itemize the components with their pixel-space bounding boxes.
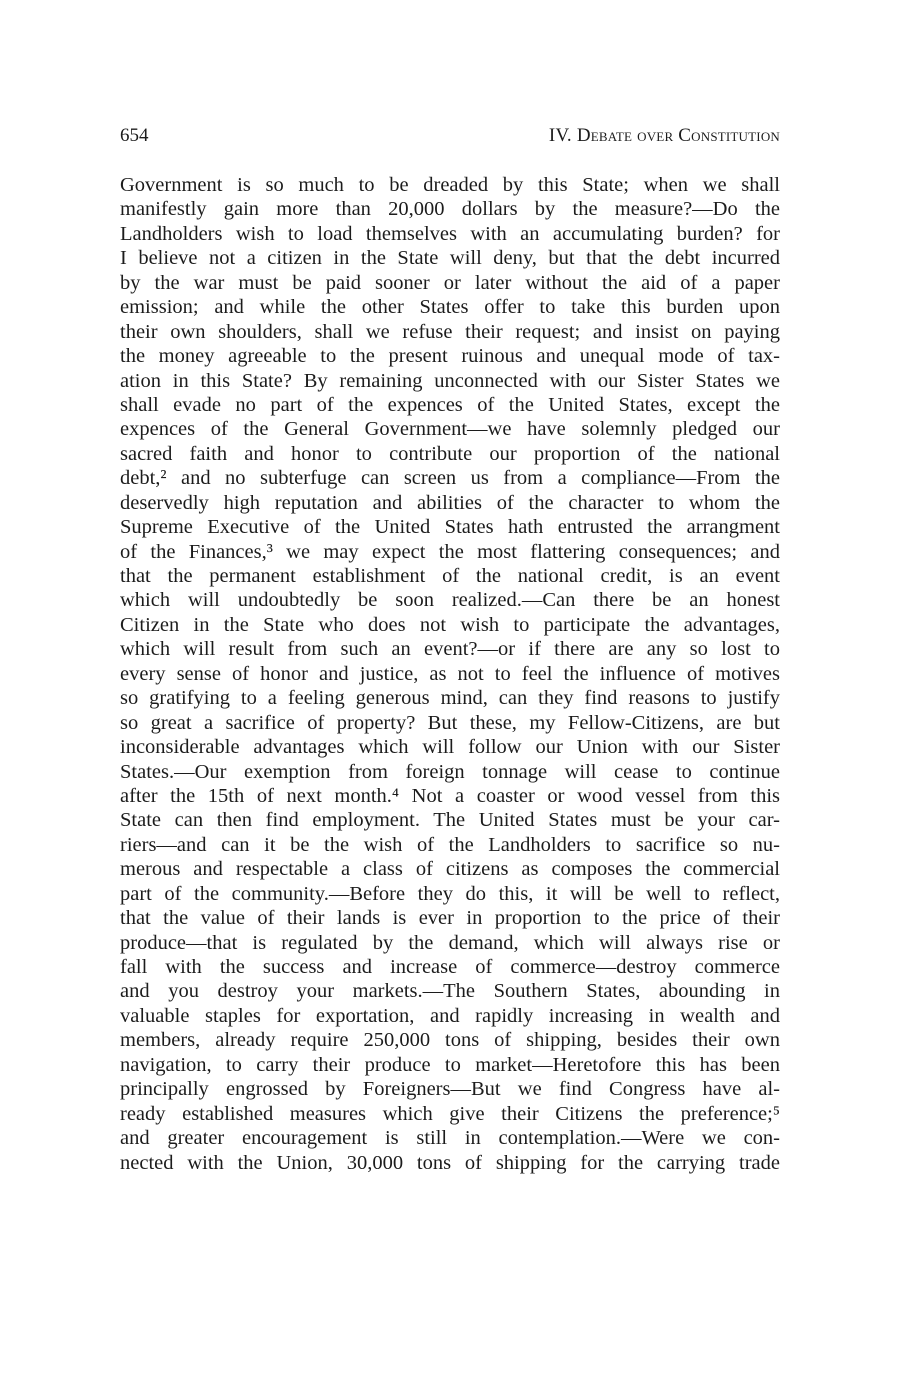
text-line: Supreme Executive of the United States hath entrusted the arrangment	[120, 516, 780, 539]
text-line: fall with the success and increase of commerce—destroy commerce	[120, 956, 780, 978]
text-line: inconsiderable advantages which will follow our Union with our Sister	[120, 736, 780, 759]
text-line: expences of the General Government—we have solemnly pledged our	[120, 418, 780, 441]
text-line: Landholders wish to load themselves with an accumulating burden? for	[120, 222, 780, 245]
text-line: shall evade no part of the expences of the United States, except the	[120, 393, 780, 416]
text-line: produce—that is regulated by the demand, which will always rise or	[120, 931, 780, 954]
text-line: Citizen in the State who does not wish to participate the advantages,	[120, 613, 780, 636]
text-line: nected with the Union, 30,000 tons of shipping for the carrying trade	[120, 1151, 780, 1174]
text-line: navigation, to carry their produce to market—Heretofore this has been	[120, 1053, 780, 1076]
text-line: Government is so much to be dreaded by this State; when we shall	[120, 174, 780, 196]
text-line: that the value of their lands is ever in proportion to the price of their	[120, 907, 780, 930]
text-line: which will result from such an event?—or if there are any so lost to	[120, 638, 780, 661]
text-line: so gratifying to a feeling generous mind, can they find reasons to justify	[120, 687, 780, 710]
text-line: sacred faith and honor to contribute our proportion of the national	[120, 442, 780, 465]
text-line: manifestly gain more than 20,000 dollars by the measure?—Do the	[120, 198, 780, 221]
running-head	[120, 124, 780, 148]
text-line: part of the community.—Before they do this, it will be well to reflect,	[120, 882, 780, 905]
text-line: debt,² and no subterfuge can screen us from a compliance—From the	[120, 467, 780, 490]
text-line: ation in this State? By remaining unconnected with our Sister States we	[120, 369, 780, 392]
text-line: ready established measures which give their Citizens the preference;⁵	[120, 1102, 780, 1125]
text-line: the money agreeable to the present ruinous and unequal mode of tax-	[120, 345, 780, 368]
text-line: emission; and while the other States offer to take this burden upon	[120, 296, 780, 319]
text-line: by the war must be paid sooner or later without the aid of a paper	[120, 271, 780, 294]
text-line: merous and respectable a class of citizens as composes the commercial	[120, 858, 780, 881]
text-line: and greater encouragement is still in contemplation.—Were we con-	[120, 1127, 780, 1150]
text-line: their own shoulders, shall we refuse their request; and insist on paying	[120, 320, 780, 343]
text-line: every sense of honor and justice, as not to feel the influence of motives	[120, 662, 780, 685]
text-line: riers—and can it be the wish of the Landholders to sacrifice so nu-	[120, 833, 780, 856]
text-line: of the Finances,³ we may expect the most flattering consequences; and	[120, 540, 780, 563]
text-line: I believe not a citizen in the State will deny, but that the debt incurred	[120, 247, 780, 270]
body-text	[120, 173, 780, 1175]
text-line: so great a sacrifice of property? But these, my Fellow-Citizens, are but	[120, 711, 780, 734]
text-line: which will undoubtedly be soon realized.—Can there be an honest	[120, 589, 780, 612]
text-line: members, already require 250,000 tons of shipping, besides their own	[120, 1029, 780, 1052]
page-number: 654	[120, 125, 149, 146]
text-line: that the permanent establishment of the national credit, is an event	[120, 565, 780, 587]
text-line: valuable staples for exportation, and rapidly increasing in wealth and	[120, 1004, 780, 1027]
text-line: deservedly high reputation and abilities of the character to whom the	[120, 491, 780, 514]
text-line: and you destroy your markets.—The Southern States, abounding in	[120, 980, 780, 1003]
text-line: principally engrossed by Foreigners—But we find Congress have al-	[120, 1078, 780, 1101]
text-line: States.—Our exemption from foreign tonnage will cease to continue	[120, 760, 780, 783]
running-title: IV. Debate over Constitution	[548, 125, 780, 146]
text-line: State can then find employment. The United States must be your car-	[120, 809, 780, 832]
text-line: after the 15th of next month.⁴ Not a coaster or wood vessel from this	[120, 784, 780, 807]
